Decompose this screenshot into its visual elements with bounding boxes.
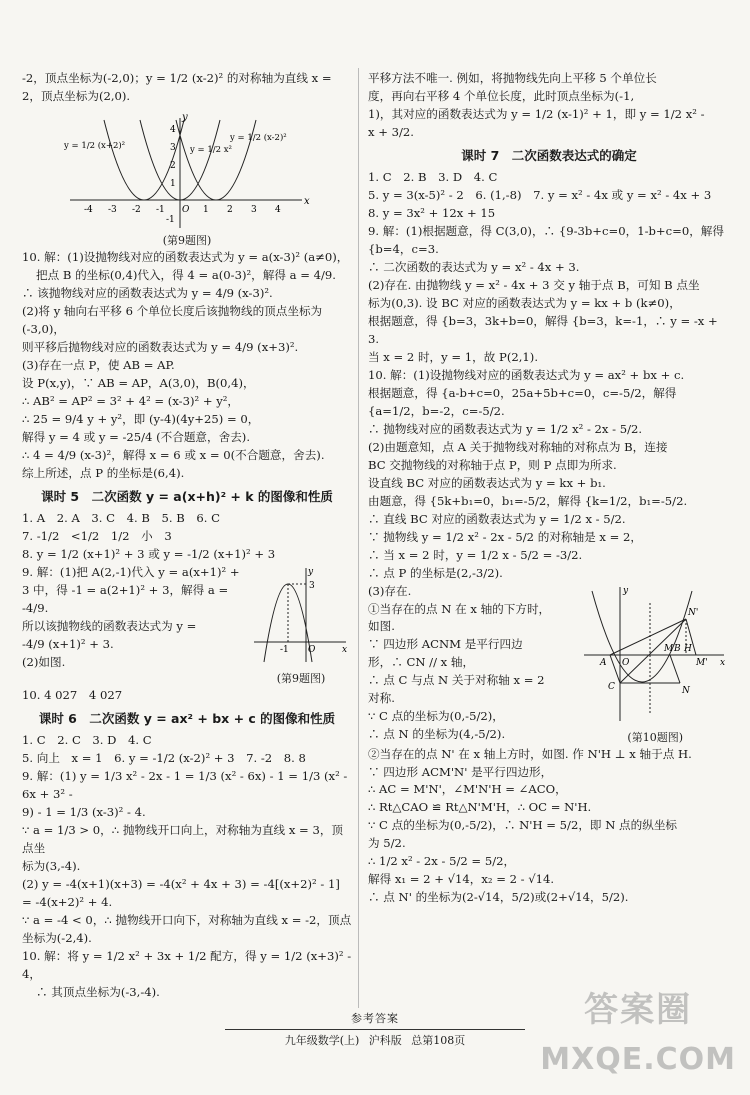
text-line: 1. A 2. A 3. C 4. B 5. B 6. C xyxy=(22,510,220,525)
text-line: = -4(x+2)² + 4. xyxy=(22,894,113,909)
text-line: 标为(3,-4). xyxy=(22,859,81,873)
footer-edition: 沪科版 xyxy=(368,1034,402,1048)
x-tick: -2 xyxy=(132,204,141,215)
text-line: ∴ 抛物线对应的函数表达式为 y = 1/2 x² - 2x - 5/2. xyxy=(368,421,643,436)
text-line: ②当存在的点 N' 在 x 轴上方时，如图. 作 N'H ⊥ x 轴于点 H. xyxy=(368,746,692,761)
figure-caption: (第9题图) xyxy=(276,671,326,685)
text-line: ∴ 点 N 的坐标为(4,-5/2). xyxy=(368,727,506,742)
text-line: ∵ 四边形 ACNM 是平行四边 xyxy=(368,637,523,652)
y-tick: 1 xyxy=(170,178,176,189)
text-line: ∵ a = 1/3 > 0，∴ 抛物线开口向上，对称轴为直线 x = 3，顶点坐 xyxy=(22,823,344,856)
label-M: M xyxy=(664,643,674,654)
text-line: (2)由题意知，点 A 关于抛物线对称轴的对称点为 B，连接 xyxy=(368,439,668,454)
text-line: (2) y = -4(x+1)(x+3) = -4(x² + 4x + 3) = -4[(x+2)² - 1] xyxy=(22,876,340,891)
text-line: 解得 y = 4 或 y = -25/4 (不合题意，舍去). xyxy=(22,429,251,444)
label-N-prime: N' xyxy=(688,607,699,618)
text-line: ∴ AC = M'N'，∠M'N'H = ∠ACO， xyxy=(368,782,567,797)
label-H: H xyxy=(684,643,693,654)
axis-x-label: x xyxy=(720,657,726,668)
text-line: 2，顶点坐标为(2,0). xyxy=(22,88,131,103)
label-A: A xyxy=(600,657,607,668)
x-tick-labels xyxy=(84,205,281,215)
watermark-url: MXQE.COM xyxy=(540,1041,736,1077)
text-line: 综上所述，点 P 的坐标是(6,4). xyxy=(22,465,185,480)
text-line: 所以该抛物线的函数表达式为 y = xyxy=(22,618,197,633)
watermark-text: 答案圈 xyxy=(584,989,693,1030)
text-line: (2)存在. 由抛物线 y = x² - 4x + 3 交 y 轴于点 B，可知 B 点坐 xyxy=(368,278,700,293)
text-line: 标为(0,3). 设 BC 对应的函数表达式为 y = kx + b (k≠0)， xyxy=(368,296,681,311)
x-tick: 1 xyxy=(203,204,209,215)
curve-label-right: y = 1/2 (x-2)² xyxy=(230,132,287,143)
right-column xyxy=(368,70,730,907)
figure-9-parabolas xyxy=(62,110,312,230)
text-line: 10. 解：(1)设抛物线对应的函数表达式为 y = a(x-3)² (a≠0)， xyxy=(22,249,349,264)
curve-label-mid: y = 1/2 x² xyxy=(190,144,232,155)
text-line: 3 中，得 -1 = a(2+1)² + 3，解得 a = xyxy=(22,582,229,597)
figure-caption: (第10题图) xyxy=(627,730,683,744)
figure-10-wrapper xyxy=(580,583,730,746)
text-line: 10. 解：将 y = 1/2 x² + 3x + 1/2 配方，得 y = 1/2 (x+3)² - 4， xyxy=(22,948,352,981)
text-line: (2)如图. xyxy=(22,654,66,669)
text-line: ∵ 四边形 ACM'N' 是平行四边形， xyxy=(368,764,553,779)
text-line: -4/9 (x+1)² + 3. xyxy=(22,636,114,651)
text-line: 如图. xyxy=(368,619,395,634)
x-tick: 4 xyxy=(275,204,281,215)
text-line: 对称. xyxy=(368,691,395,706)
footer-title: 参考答案 xyxy=(351,1012,399,1025)
text-line: 把点 B 的坐标(0,4)代入，得 4 = a(0-3)²，解得 a = 4/9. xyxy=(36,267,336,282)
q9-with-figure xyxy=(22,564,352,687)
figure-10-labels xyxy=(599,586,725,696)
column-divider xyxy=(358,68,359,1008)
footer-rule xyxy=(225,1029,525,1030)
footer-grade: 九年级数学(上) xyxy=(284,1034,360,1048)
watermark-logo xyxy=(540,984,736,1083)
text-line: ∴ 25 = 9/4 y + y²，即 (y-4)(4y+25) = 0， xyxy=(22,411,260,426)
label-C: C xyxy=(608,681,616,692)
label-M-prime: M' xyxy=(696,657,709,668)
text-line: 形，∴ CN // x 轴， xyxy=(368,655,475,670)
figure-9b-parabola xyxy=(250,564,350,664)
text-line: ∴ 当 x = 2 时，y = 1/2 x - 5/2 = -3/2. xyxy=(368,547,583,562)
text-line: 10. 4 027 4 027 xyxy=(22,687,123,702)
part3-with-figure xyxy=(368,583,730,746)
text-line: ①当存在的点 N 在 x 轴的下方时， xyxy=(368,601,551,616)
text-line: ∴ 4 = 4/9 (x-3)²，解得 x = 6 或 x = 0(不合题意，舍去). xyxy=(22,447,325,462)
text-line: 根据题意，得 {a-b+c=0，25a+5b+c=0，c=-5/2，解得 {a=1/2，b=-2，c=-5/2. xyxy=(368,385,677,418)
origin-label: O xyxy=(308,644,316,655)
text-line: ∵ 抛物线 y = 1/2 x² - 2x - 5/2 的对称轴是 x = 2， xyxy=(368,529,642,544)
text-line: 9) - 1 = 1/3 (x-3)² - 4. xyxy=(22,805,146,820)
text-line: 8. y = 1/2 (x+1)² + 3 或 y = -1/2 (x+1)² + 3 xyxy=(22,546,276,561)
text-line: 为 5/2. xyxy=(368,836,406,851)
text-line: ∴ 其顶点坐标为(-3,-4). xyxy=(36,984,160,999)
text-line: ∴ AB² = AP² = 3² + 4² = (x-3)² + y²， xyxy=(22,393,240,408)
x-tick: 2 xyxy=(227,204,233,215)
text-line: BC 交抛物线的对称轴于点 P，则 P 点即为所求. xyxy=(368,457,617,472)
text-line: 10. 解：(1)设抛物线对应的函数表达式为 y = ax² + bx + c. xyxy=(368,367,685,382)
text-line: ∴ Rt△CAO ≌ Rt△N'M'H，∴ OC = N'H. xyxy=(368,800,592,815)
q9-text xyxy=(22,564,242,672)
text-line: 1. C 2. C 3. D 4. C xyxy=(22,733,152,748)
parabola-right xyxy=(176,120,256,200)
text-line: 设直线 BC 对应的函数表达式为 y = kx + b₁. xyxy=(368,475,606,490)
left-column xyxy=(22,70,352,1002)
text-line: ∴ 该抛物线对应的函数表达式为 y = 4/9 (x-3)². xyxy=(22,285,273,300)
text-line: -2，顶点坐标为(-2,0)；y = 1/2 (x-2)² 的对称轴为直线 x = xyxy=(22,71,332,85)
text-line: 5. y = 3(x-5)² - 2 6. (1,-8) 7. y = x² - 4x 或 y = x² - 4x + 3 xyxy=(368,188,712,203)
text-line: 1. C 2. B 3. D 4. C xyxy=(368,170,498,185)
y-tick: 4 xyxy=(170,124,176,135)
axis-x-label: x xyxy=(304,195,310,207)
tick-minus-1: -1 xyxy=(280,644,289,655)
text-line: ∴ 点 N' 的坐标为(2-√14，5/2)或(2+√14，5/2). xyxy=(368,890,629,905)
text-line: ∵ C 点的坐标为(0,-5/2)， xyxy=(368,709,504,724)
text-line: 8. y = 3x² + 12x + 15 xyxy=(368,206,496,221)
y-tick: -1 xyxy=(166,214,175,225)
text-line: 设 P(x,y)，∵ AB = AP，A(3,0)，B(0,4)， xyxy=(22,375,255,390)
footer-page-number: 总第108页 xyxy=(411,1034,466,1048)
text-line: 则平移后抛物线对应的函数表达式为 y = 4/9 (x+3)². xyxy=(22,339,299,354)
lesson-7-title: 课时 7 二次函数表达式的确定 xyxy=(461,147,637,163)
text-line: ∵ C 点的坐标为(0,-5/2)，∴ N'H = 5/2，即 N 点的纵坐标 xyxy=(368,818,678,833)
axis-y-label: y xyxy=(308,566,314,577)
part3-text xyxy=(368,583,572,745)
text-line: 9. 解：(1)把 A(2,-1)代入 y = a(x+1)² + xyxy=(22,564,240,579)
figure-caption: (第9题图) xyxy=(162,233,212,247)
label-N: N xyxy=(682,685,691,696)
text-line: (3)存在. xyxy=(368,583,412,598)
text-line: 度，再向右平移 4 个单位长度，此时顶点坐标为(-1, xyxy=(368,88,635,103)
x-tick: -1 xyxy=(156,204,165,215)
text-line: 坐标为(-2,4). xyxy=(22,930,92,945)
figure-10-parallelogram xyxy=(580,583,728,723)
y-tick: 3 xyxy=(170,142,176,153)
text-line: 平移方法不唯一. 例如，将抛物线先向上平移 5 个单位长 xyxy=(368,71,657,85)
x-tick: O xyxy=(182,204,190,215)
lesson-6-title: 课时 6 二次函数 y = ax² + bx + c 的图像和性质 xyxy=(38,710,336,726)
text-line: 9. 解：(1) y = 1/3 x² - 2x - 1 = 1/3 (x² - 6x) - 1 = 1/3 (x² - 6x + 3² - xyxy=(22,769,348,802)
y-tick-labels xyxy=(166,125,176,225)
figure-9b-wrapper xyxy=(250,564,352,687)
text-line: 由题意，得 {5k+b₁=0，b₁=-5/2，解得 {k=1/2，b₁=-5/2. xyxy=(368,493,688,508)
text-line: -4/9. xyxy=(22,600,49,615)
label-O: O xyxy=(622,657,630,668)
axis-y-label: y xyxy=(182,111,188,123)
text-line: ∴ 1/2 x² - 2x - 5/2 = 5/2， xyxy=(368,854,516,869)
parabola xyxy=(592,591,692,682)
text-line: 解得 x₁ = 2 + √14，x₂ = 2 - √14. xyxy=(368,872,555,887)
text-line: 当 x = 2 时，y = 1，故 P(2,1). xyxy=(368,349,539,364)
text-line: ∴ 点 C 与点 N 关于对称轴 x = 2 xyxy=(368,673,545,688)
text-line: 9. 解：(1)根据题意，得 C(3,0)，∴ {9-3b+c=0，1-b+c=0，解得 {b=4，c=3. xyxy=(368,224,724,257)
y-tick: 2 xyxy=(170,160,176,171)
text-line: (3)存在一点 P，使 AB = AP. xyxy=(22,357,175,372)
lesson-5-title: 课时 5 二次函数 y = a(x+h)² + k 的图像和性质 xyxy=(41,488,333,504)
text-line: 5. 向上 x = 1 6. y = -1/2 (x-2)² + 3 7. -2 8. 8 xyxy=(22,751,306,766)
text-line: ∴ 直线 BC 对应的函数表达式为 y = 1/2 x - 5/2. xyxy=(368,511,626,526)
text-line: 1)，其对应的函数表达式为 y = 1/2 (x-1)² + 1，即 y = 1/2 x² - xyxy=(368,106,705,121)
text-line: ∵ a = -4 < 0，∴ 抛物线开口向下，对称轴为直线 x = -2，顶点 xyxy=(22,912,352,927)
tick-3: 3 xyxy=(309,580,315,591)
label-B: B xyxy=(674,643,682,654)
axis-y-label: y xyxy=(623,585,629,596)
x-tick: -3 xyxy=(108,204,117,215)
text-line: ∴ 点 P 的坐标是(2,-3/2). xyxy=(368,565,503,580)
text-line: x + 3/2. xyxy=(368,124,414,139)
text-line: 7. -1/2 <1/2 1/2 小 3 xyxy=(22,528,172,543)
segment-AC xyxy=(610,655,620,683)
x-tick: 3 xyxy=(251,204,257,215)
axis-x-label: x xyxy=(342,644,348,655)
text-line: ∴ 二次函数的表达式为 y = x² - 4x + 3. xyxy=(368,260,580,275)
curve-label-left: y = 1/2 (x+2)² xyxy=(64,140,126,151)
text-line: (2)将 y 轴向右平移 6 个单位长度后该抛物线的顶点坐标为(-3,0)， xyxy=(22,303,323,336)
text-line: 根据题意，得 {b=3，3k+b=0，解得 {b=3，k=-1，∴ y = -x + 3. xyxy=(368,314,718,346)
x-tick: -4 xyxy=(84,204,93,215)
segment-NM xyxy=(670,655,680,683)
